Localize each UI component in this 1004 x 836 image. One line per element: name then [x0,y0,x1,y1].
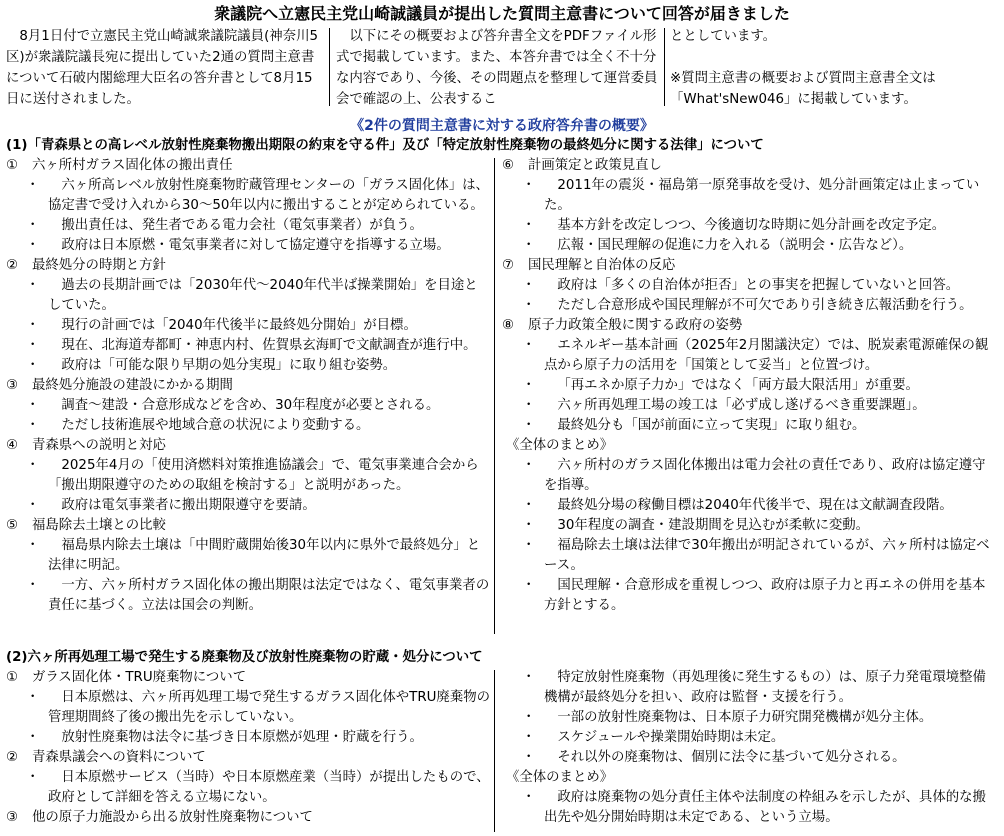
bullet-text: 2025年4月の「使用済燃料対策推進協議会」で、電気事業連合会から「搬出期限遵守のための取組を検討する」と説明があった。 [48,458,479,493]
bullet-item [502,788,996,828]
bullet-item [6,576,490,616]
bullet-text: 日本原燃サービス（当時）や日本原燃産業（当時）が提出したもので、政府として詳細を答える立場にない。 [48,770,490,805]
section-1-summary-label: 《全体のまとめ》 [506,438,614,453]
bullet-item [6,356,490,376]
item-label: 青森県への説明と対応 [32,438,166,453]
bullet-text: 一部の放射性廃棄物は、日本原子力研究開発機構が処分主体。 [557,710,933,725]
section-1-right-column [502,156,996,616]
section-1-summary-items [502,456,996,616]
section-1-left-column [6,156,490,616]
intro-text-1: 8月1日付で立憲民主党山崎誠衆議院議員(神奈川5区)が衆議院議長宛に提出していた2通の質問主意書について石破内閣総理大臣名の答弁書として8月15日に送付されました。 [6,29,318,107]
section-1-right-items [502,156,996,436]
bullet-text: 2011年の震災・福島第一原発事故を受け、処分計画策定は止まっていた。 [544,178,980,213]
bullet-item [502,576,996,616]
intro-divider-2 [664,28,665,106]
bullet-dot: ・ [522,338,536,353]
bullet-dot: ・ [26,278,40,293]
bullet-text: 最終処分場の稼働目標は2040年代後半で、現在は文献調査段階。 [557,498,953,513]
item-number: ① [6,670,19,685]
bullet-dot: ・ [26,238,40,253]
bullet-text: 日本原燃は、六ヶ所再処理工場で発生するガラス固化体やTRU廃棄物の管理期間終了後の搬出先を示していない。 [48,690,490,725]
bullet-dot: ・ [522,790,536,805]
bullet-item [6,316,490,336]
bullet-item [502,336,996,376]
bullet-dot: ・ [522,178,536,193]
bullet-item [6,496,490,516]
bullet-dot: ・ [522,518,536,533]
bullet-item [6,276,490,316]
bullet-item [6,176,490,216]
bullet-dot: ・ [522,218,536,233]
bullet-text: 福島県内除去土壌は「中間貯蔵開始後30年以内に県外で最終処分」と法律に明記。 [48,538,481,573]
bullet-dot: ・ [522,458,536,473]
bullet-dot: ・ [522,498,536,513]
bullet-text: 政府は日本原燃・電気事業者に対して協定遵守を指導する立場。 [61,238,450,253]
bullet-item [502,176,996,216]
item-number: ③ [6,810,19,825]
bullet-item [6,728,490,748]
item-heading [6,256,490,276]
bullet-item [502,216,996,236]
bullet-dot: ・ [26,458,40,473]
item-label: 原子力政策全般に関する政府の姿勢 [528,318,743,333]
bullet-dot: ・ [522,378,536,393]
bullet-item [502,416,996,436]
bullet-item [6,536,490,576]
section-2-summary-label: 《全体のまとめ》 [506,770,614,785]
section-2-heading: (2)六ヶ所再処理工場で発生する廃棄物及び放射性廃棄物の貯蔵・処分について [6,650,483,665]
bullet-item [6,216,490,236]
bullet-text: 国民理解・合意形成を重視しつつ、政府は原子力と再エネの併用を基本方針とする。 [544,578,986,613]
bullet-text: 放射性廃棄物は法令に基づき日本原燃が処理・貯蔵を行う。 [61,730,423,745]
bullet-text: 一方、六ヶ所村ガラス固化体の搬出期限は法定ではなく、電気事業者の責任に基づく。立法は国会の判断。 [48,578,490,613]
item-number: ③ [6,378,19,393]
item-heading [6,748,490,768]
bullet-dot: ・ [522,418,536,433]
bullet-text: それ以外の廃棄物は、個別に法令に基づいて処分される。 [557,750,906,765]
bullet-dot: ・ [26,498,40,513]
bullet-item [502,516,996,536]
item-heading [6,668,490,688]
bullet-item [6,416,490,436]
bullet-item [502,748,996,768]
bullet-dot: ・ [522,578,536,593]
bullet-item [502,668,996,708]
bullet-text: スケジュールや操業開始時期は未定。 [557,730,785,745]
bullet-dot: ・ [26,418,40,433]
bullet-dot: ・ [26,578,40,593]
bullet-text: エネルギー基本計画（2025年2月閣議決定）では、脱炭素電源確保の観点から原子力の活用を「国策として妥当」と位置づけ。 [544,338,989,373]
item-number: ⑥ [502,158,515,173]
intro-text-3a: ととしています。 [670,29,777,44]
item-label: 国民理解と自治体の反応 [528,258,676,273]
item-number: ② [6,258,19,273]
item-number: ⑦ [502,258,515,273]
bullet-text: 政府は「可能な限り早期の処分実現」に取り組む姿勢。 [61,358,397,373]
item-heading [502,256,996,276]
bullet-dot: ・ [522,730,536,745]
bullet-dot: ・ [26,218,40,233]
bullet-text: 現行の計画では「2040年代後半に最終処分開始」が目標。 [61,318,417,333]
bullet-item [6,396,490,416]
bullet-text: 特定放射性廃棄物（再処理後に発生するもの）は、原子力発電環境整備機構が最終処分を担い、政府は監督・支援を行う。 [544,670,986,705]
intro-text-3b: ※質問主意書の概要および質問主意書全文は「What'sNew046」に掲載しています。 [670,71,936,107]
bullet-item [502,496,996,516]
section-1-heading: (1)「青森県との高レベル放射性廃棄物搬出期限の約束を守る件」及び「特定放射性廃棄物の最終処分に関する法律」について [6,138,764,153]
item-heading [502,316,996,336]
bullet-item [6,456,490,496]
bullet-text: 過去の長期計画では「2030年代〜2040年代半ば操業開始」を目途としていた。 [48,278,478,313]
item-label: ガラス固化体・TRU廃棄物について [32,670,247,685]
bullet-dot: ・ [522,750,536,765]
bullet-item [502,708,996,728]
bullet-text: 政府は廃棄物の処分責任主体や法制度の枠組みを示したが、具体的な搬出先や処分開始時期は未定である、という立場。 [544,790,986,825]
intro-col-3 [670,26,996,110]
bullet-text: ただし合意形成や国民理解が不可欠であり引き続き広報活動を行う。 [557,298,973,313]
bullet-dot: ・ [26,770,40,785]
item-number: ⑧ [502,318,515,333]
bullet-text: 最終処分も「国が前面に立って実現」に取り組む。 [557,418,866,433]
section-2-left-items [6,668,490,828]
bullet-item [502,296,996,316]
section-2-summary-items [502,788,996,828]
item-heading [502,156,996,176]
bullet-text: 基本方針を改定しつつ、今後適切な時期に処分計画を改定予定。 [557,218,946,233]
bullet-text: ただし技術進展や地域合意の状況により変動する。 [61,418,370,433]
bullet-item [502,236,996,256]
bullet-dot: ・ [26,398,40,413]
item-number: ① [6,158,19,173]
bullet-dot: ・ [522,238,536,253]
bullet-dot: ・ [522,398,536,413]
section-2-right-items [502,668,996,768]
bullet-text: 六ヶ所高レベル放射性廃棄物貯蔵管理センターの「ガラス固化体」は、協定書で受け入れから30〜50年以内に搬出することが定められている。 [48,178,489,213]
bullet-item [6,688,490,728]
bullet-dot: ・ [26,318,40,333]
item-label: 六ヶ所村ガラス固化体の搬出責任 [32,158,233,173]
bullet-dot: ・ [26,178,40,193]
summary-subtitle: 《2件の質問主意書に対する政府答弁書の概要》 [350,118,654,134]
bullet-dot: ・ [522,670,536,685]
bullet-text: 30年程度の調査・建設期間を見込むが柔軟に変動。 [557,518,870,533]
bullet-item [502,456,996,496]
bullet-dot: ・ [26,690,40,705]
item-heading [6,436,490,456]
bullet-text: 六ヶ所村のガラス固化体搬出は電力会社の責任であり、政府は協定遵守を指導。 [544,458,986,493]
section-2-divider [494,670,495,832]
item-label: 計画策定と政策見直し [528,158,662,173]
bullet-text: 政府は電気事業者に搬出期限遵守を要請。 [61,498,316,513]
bullet-text: 政府は「多くの自治体が拒否」との事実を把握していないと回答。 [557,278,960,293]
bullet-dot: ・ [26,358,40,373]
bullet-item [6,336,490,356]
intro-col-1 [6,26,324,110]
section-1-left-items [6,156,490,616]
bullet-item [6,768,490,808]
item-heading [6,516,490,536]
bullet-text: 広報・国民理解の促進に力を入れる（説明会・広告など）。 [557,238,913,253]
bullet-text: 現在、北海道寿都町・神恵内村、佐賀県玄海町で文献調査が進行中。 [61,338,477,353]
bullet-dot: ・ [522,538,536,553]
section-2-right-column [502,668,996,828]
item-label: 他の原子力施設から出る放射性廃棄物について [32,810,313,825]
bullet-text: 調査〜建設・合意形成などを含め、30年程度が必要とされる。 [61,398,440,413]
item-heading [6,376,490,396]
bullet-dot: ・ [522,298,536,313]
bullet-dot: ・ [26,338,40,353]
bullet-item [6,236,490,256]
bullet-dot: ・ [522,278,536,293]
bullet-text: 搬出責任は、発生者である電力会社（電気事業者）が負う。 [61,218,423,233]
intro-text-2: 以下にその概要および答弁書全文をPDFファイル形式で掲載しています。また、本答弁書では全く不十分な内容であり、今後、その問題点を整理して運営委員会で確認の上、公表するこ [336,29,658,107]
bullet-text: 「再エネか原子力か」ではなく「両方最大限活用」が重要。 [557,378,919,393]
item-number: ⑤ [6,518,19,533]
item-label: 最終処分施設の建設にかかる期間 [32,378,233,393]
item-heading [6,156,490,176]
bullet-item [502,396,996,416]
bullet-text: 福島除去土壌は法律で30年搬出が明記されているが、六ヶ所村は協定ベース。 [544,538,990,573]
bullet-dot: ・ [26,730,40,745]
bullet-item [502,376,996,396]
intro-col-2 [336,26,658,110]
bullet-item [502,536,996,576]
bullet-item [502,276,996,296]
bullet-text: 六ヶ所再処理工場の竣工は「必ず成し遂げるべき重要課題」。 [557,398,926,413]
section-1-divider [494,158,495,634]
item-label: 最終処分の時期と方針 [32,258,166,273]
intro-divider-1 [329,28,330,106]
item-number: ④ [6,438,19,453]
section-2-left-column [6,668,490,828]
bullet-item [502,728,996,748]
bullet-dot: ・ [522,710,536,725]
item-label: 福島除去土壌との比較 [32,518,166,533]
page-title: 衆議院へ立憲民主党山崎誠議員が提出した質問主意書について回答が届きました [214,4,790,23]
item-number: ② [6,750,19,765]
item-label: 青森県議会への資料について [32,750,206,765]
item-heading [6,808,490,828]
bullet-dot: ・ [26,538,40,553]
